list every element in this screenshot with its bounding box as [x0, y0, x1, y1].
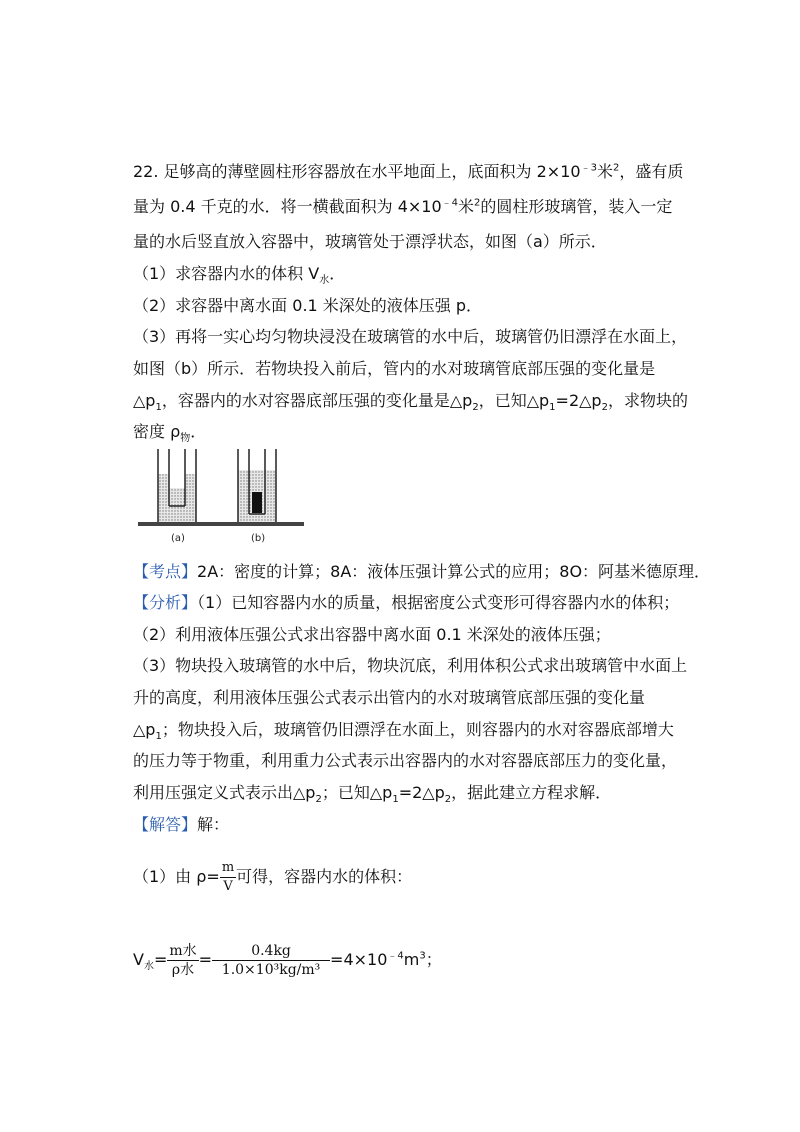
density-fraction: $\frac{m}{V}$	[221, 860, 235, 894]
subquestion-1: （1）求容器内水的体积 $V_水$．	[133, 264, 346, 287]
ground-line	[138, 522, 304, 526]
subquestion-3-line-1: （3）再将一实心均匀物块浸没在玻璃管的水中后，玻璃管仍旧漂浮在水面上，	[133, 327, 688, 346]
subquestion-3-line-2: 如图（b）所示．若物块投入前后，管内的水对玻璃管底部压强的变化量是	[133, 359, 656, 378]
jieda-tag: 【解答】	[133, 815, 198, 834]
jieda-line: 【解答】解：	[133, 815, 230, 834]
numeric-fraction: $\frac{0.4kg}{\text{1.0×10³kg/m³}}$	[212, 942, 330, 979]
fenxi-line-3: （3）物块投入玻璃管的水中后，物块沉底，利用体积公式求出玻璃管中水面上	[133, 656, 688, 675]
solution-step-2: $V_水=$ $\frac{\text{m水}}{\text{ρ水}}$ = $\frac{0.4kg}{\text{1.0×10³kg/m³}}$ $=4\times 10^{﹣4}m^3$；	[133, 943, 442, 978]
figure-label-a: (a)	[171, 533, 185, 544]
solution-step-1: （1）由 ρ= $\frac{m}{V}$ 可得，容器内水的体积：	[133, 860, 413, 894]
fenxi-line-4: 升的高度，利用液体压强公式表示出管内的水对玻璃管底部压强的变化量	[133, 688, 646, 707]
question-line-1: 22. 足够高的薄壁圆柱形容器放在水平地面上，底面积为 $2\times 10^{﹣3}$米$^2$，盛有质	[133, 162, 684, 181]
fenxi-line-2: （2）利用液体压强公式求出容器中离水面 0.1 米深处的液体压强；	[133, 625, 611, 644]
container-a	[158, 449, 196, 522]
mass-over-density-fraction: $\frac{\text{m水}}{\text{ρ水}}$	[169, 943, 197, 978]
subquestion-3-line-3: $\triangle p_1$，容器内的水对容器底部压强的变化量是$\triangle p_2$，已知$\triangle p_1=2\triangle p_2$，求物块的	[133, 391, 688, 414]
fenxi-line-1: 【分析】（1）已知容器内水的质量，根据密度公式变形可得容器内水的体积；	[133, 593, 680, 612]
block	[252, 492, 262, 513]
container-figure	[138, 444, 304, 548]
fenxi-tag: 【分析】	[133, 593, 198, 612]
subquestion-3-line-4: 密度 $\rho_物$．	[133, 422, 207, 445]
fenxi-line-5: $\triangle p_1$；物块投入后，玻璃管仍旧漂浮在水面上，则容器内的水对容器底部增大	[133, 720, 674, 743]
fenxi-line-6: 的压力等于物重，利用重力公式表示出容器内的水对容器底部压力的变化量，	[133, 751, 678, 770]
figure-label-b: (b)	[251, 533, 266, 544]
fenxi-line-7: 利用压强定义式表示出$\triangle p_2$；已知$\triangle p_1=2\triangle p_2$，据此建立方程求解．	[133, 783, 612, 806]
kaodian-line: 【考点】2A：密度的计算；8A：液体压强计算公式的应用；8O：阿基米德原理．	[133, 562, 711, 581]
question-line-3: 量的水后竖直放入容器中，玻璃管处于漂浮状态，如图（a）所示．	[133, 232, 607, 251]
container-b	[238, 449, 276, 522]
kaodian-tag: 【考点】	[133, 562, 198, 581]
subquestion-2: （2）求容器中离水面 0.1 米深处的液体压强 p．	[133, 296, 483, 315]
question-line-2: 量为 0.4 千克的水．将一横截面积为 $4\times 10^{﹣4}$米$^2$的圆柱形玻璃管，装入一定	[133, 197, 673, 216]
